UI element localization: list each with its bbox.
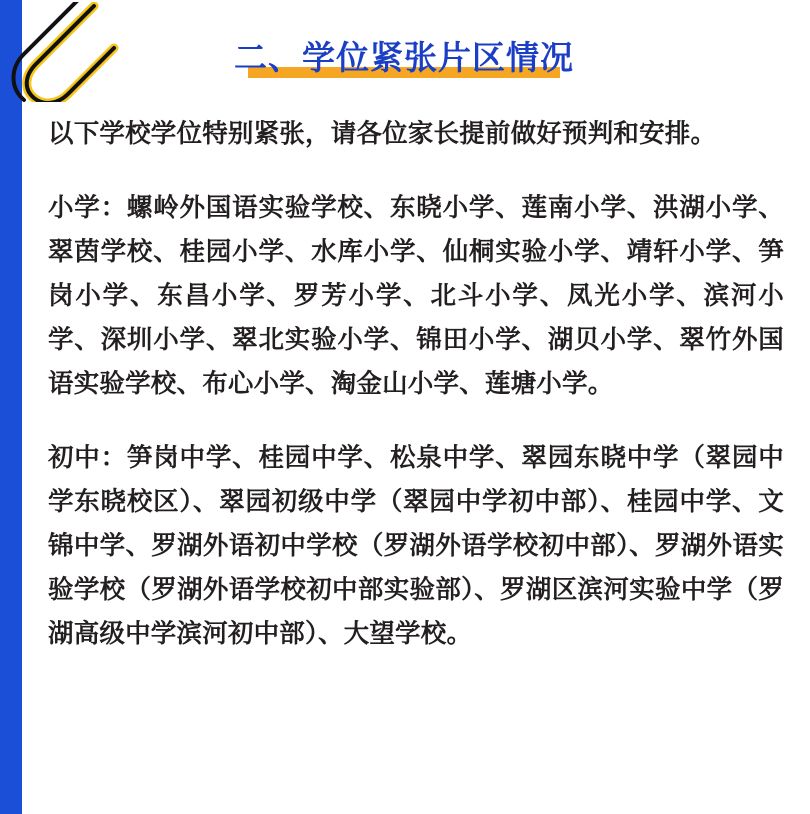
paperclip-icon [6,2,126,102]
document-header [22,0,810,112]
section-primary-school-label: 小学： [48,193,127,223]
intro-paragraph: 以下学校学位特别紧张，请各位家长提前做好预判和安排。 [48,119,717,149]
section-primary-school-text: 螺岭外国语实验学校、东晓小学、莲南小学、洪湖小学、翠茵学校、桂园小学、水库小学、仙桐实验小学、靖轩小学、笋岗小学、东昌小学、罗芳小学、北斗小学、凤光小学、滨河小学、深圳小学、翠北实验小学、锦田小学、湖贝小学、翠竹外国语实验学校、布心小学、淘金山小学、莲塘小学。 [48,193,784,399]
page-title [234,36,574,80]
section-middle-school [48,436,784,656]
section-middle-school-text: 笋岗中学、桂园中学、松泉中学、翠园东晓中学（翠园中学东晓校区）、翠园初级中学（翠园中学初中部）、桂园中学、文锦中学、罗湖外语初中学校（罗湖外语学校初中部）、罗湖外语实验学校（罗湖外语学校初中部实验部）、罗湖区滨河实验中学（罗湖高级中学滨河初中部）、大望学校。 [48,443,784,649]
page-title-text: 二、学位紧张片区情况 [234,38,574,77]
section-primary-school [48,186,784,406]
document-body [22,112,810,656]
section-middle-school-label: 初中： [48,443,127,473]
left-accent-bar [0,0,22,814]
document-page [22,0,810,814]
